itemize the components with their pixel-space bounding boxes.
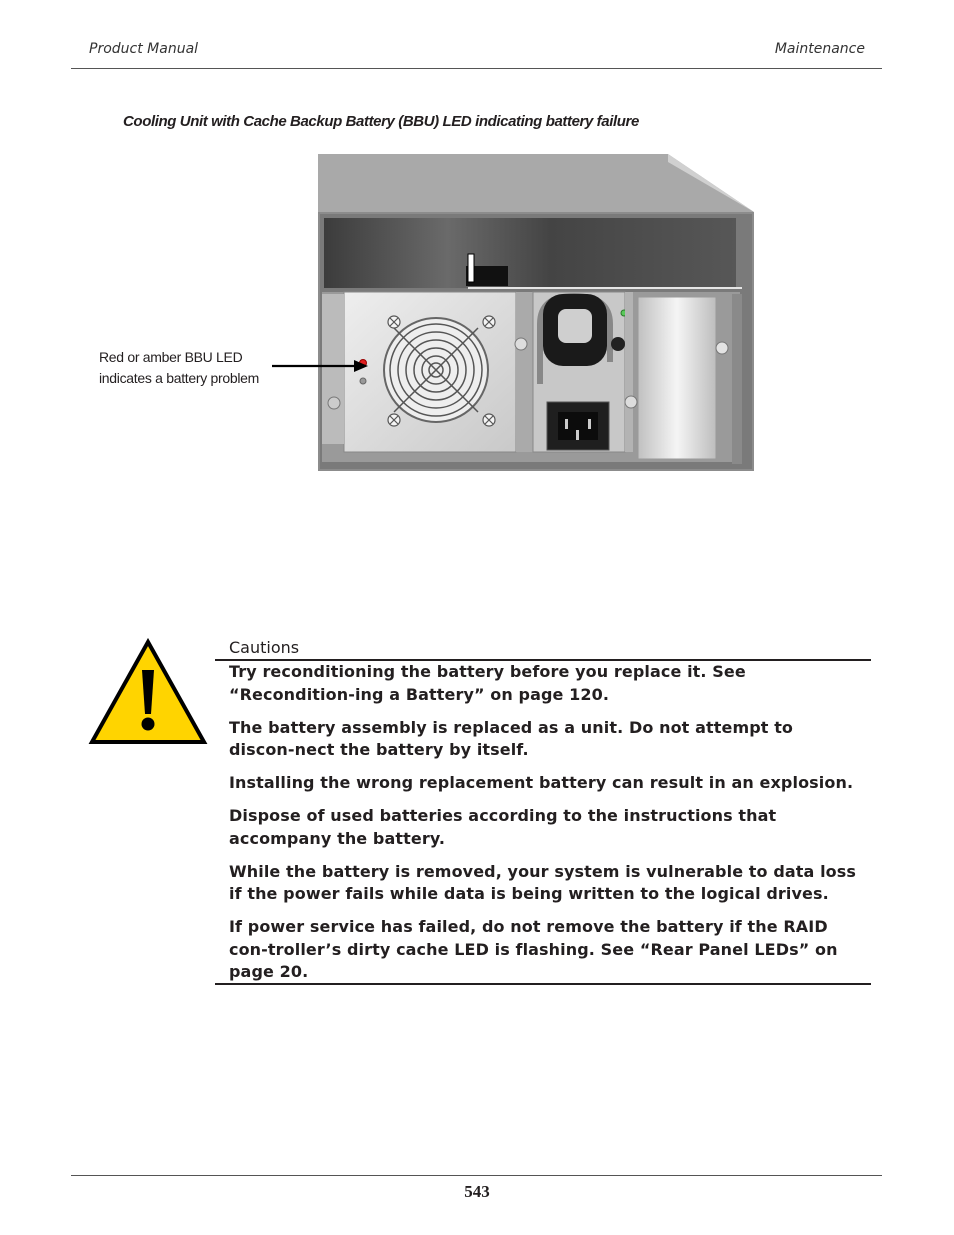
- warning-triangle-icon: [88, 638, 208, 746]
- caution-item: Dispose of used batteries according to the instructions that accompany the battery.: [229, 806, 777, 848]
- callout-line-1: Red or amber BBU LED: [99, 349, 243, 365]
- cautions-list: [229, 661, 861, 994]
- page-number: 543: [464, 1182, 490, 1201]
- bbu-led-callout: [99, 347, 259, 389]
- caution-item: The battery assembly is replaced as a unit. Do not attempt to discon-nect the battery by itself.: [229, 717, 794, 759]
- caution-item: While the battery is removed, your system is vulnerable to data loss if the power fails while data is being written to the logical drives.: [229, 861, 857, 903]
- caution-item: Try reconditioning the battery before you replace it. See “Recondition-ing a Battery” on page 120.: [229, 662, 746, 704]
- cautions-rule-bottom: [215, 983, 871, 985]
- header-section: Maintenance: [774, 41, 865, 57]
- header-rule: [71, 68, 882, 69]
- callout-line-2: indicates a battery problem: [99, 370, 259, 386]
- caution-item: Installing the wrong replacement battery can result in an explosion.: [229, 773, 854, 792]
- callout-arrow-icon: [268, 356, 368, 376]
- footer-rule: [71, 1175, 882, 1176]
- cautions-title: Cautions: [229, 638, 300, 657]
- header-product-manual: Product Manual: [89, 41, 199, 57]
- cooling-unit-illustration: [318, 154, 754, 471]
- figure-caption: Cooling Unit with Cache Backup Battery (BBU) LED indicating battery failure: [123, 113, 639, 130]
- caution-item: If power service has failed, do not remove the battery if the RAID con-troller’s dirty cache LED is flashing. See “Rear Panel LEDs” on page 20.: [229, 917, 838, 981]
